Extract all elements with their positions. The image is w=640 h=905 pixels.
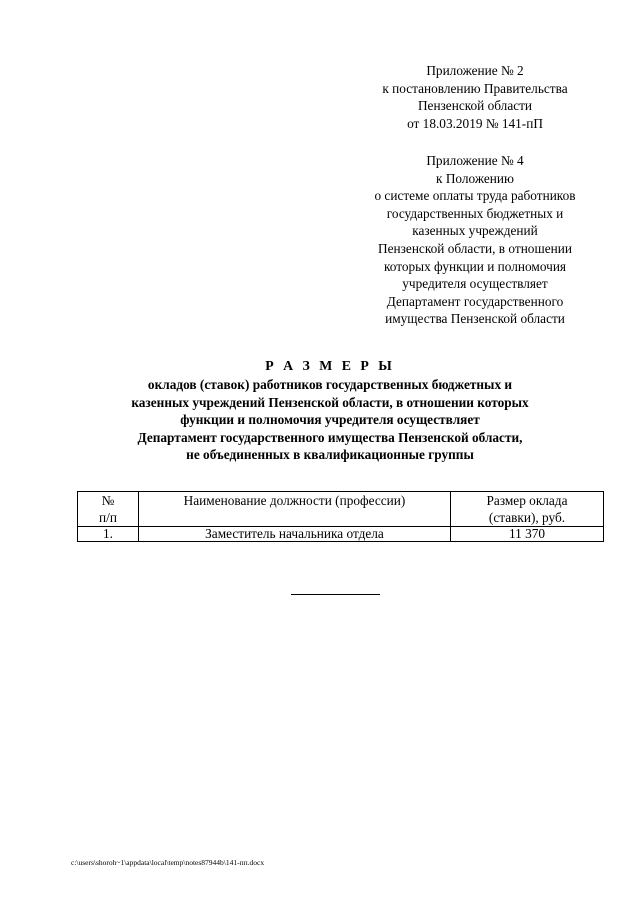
cell-salary: 11 370 bbox=[451, 527, 604, 542]
annex-2-block bbox=[340, 62, 610, 132]
header-position: Наименование должности (профессии) bbox=[139, 492, 451, 527]
header-number-line: п/п bbox=[99, 510, 117, 525]
annex-4-line: Приложение № 4 bbox=[426, 153, 524, 168]
table-header-row bbox=[78, 492, 604, 527]
annex-4-line: к Положению bbox=[436, 170, 514, 186]
annex-2-line: к постановлению Правительства bbox=[382, 80, 568, 96]
annex-4-block bbox=[340, 152, 610, 328]
annex-4-line: Пензенской области, в отношении bbox=[378, 240, 572, 256]
end-divider bbox=[291, 594, 380, 595]
annex-4-line: казенных учреждений bbox=[412, 223, 538, 239]
cell-number: 1. bbox=[78, 527, 139, 542]
annex-2-line: от 18.03.2019 № 141-пП bbox=[407, 115, 543, 131]
header-number-line: № bbox=[101, 493, 115, 508]
annex-4-line: о системе оплаты труда работников bbox=[374, 188, 576, 204]
document-title: Р А З М Е Р Ы bbox=[265, 358, 395, 373]
header-salary bbox=[451, 492, 604, 527]
document-subtitle-line: казенных учреждений Пензенской области, в отношении которых bbox=[131, 394, 529, 410]
document-heading bbox=[60, 357, 600, 464]
salary-table bbox=[77, 491, 604, 542]
header-salary-line: (ставки), руб. bbox=[488, 510, 566, 525]
annex-4-line: имущества Пензенской области bbox=[385, 311, 565, 327]
cell-position: Заместитель начальника отдела bbox=[139, 527, 451, 542]
annex-2-line: Приложение № 2 bbox=[426, 63, 524, 78]
table-row bbox=[78, 527, 604, 542]
document-subtitle-line: Департамент государственного имущества Пензенской области, bbox=[137, 429, 523, 445]
document-subtitle-line: не объединенных в квалификационные группы bbox=[186, 447, 474, 462]
annex-4-line: учредителя осуществляет bbox=[402, 276, 548, 292]
header-number bbox=[78, 492, 139, 527]
annex-4-line: государственных бюджетных и bbox=[386, 205, 564, 221]
document-subtitle-line: окладов (ставок) работников государственных бюджетных и bbox=[147, 377, 513, 392]
annex-4-line: Департамент государственного bbox=[386, 293, 564, 309]
header-salary-line: Размер оклада bbox=[486, 493, 568, 508]
annex-2-line: Пензенской области bbox=[417, 98, 533, 114]
footer-file-path: c:\users\shoroh~1\appdata\local\temp\notes87944b\141-пп.docx bbox=[71, 858, 265, 867]
annex-4-line: которых функции и полномочия bbox=[383, 258, 567, 274]
document-subtitle-line: функции и полномочия учредителя осуществляет bbox=[180, 412, 480, 427]
